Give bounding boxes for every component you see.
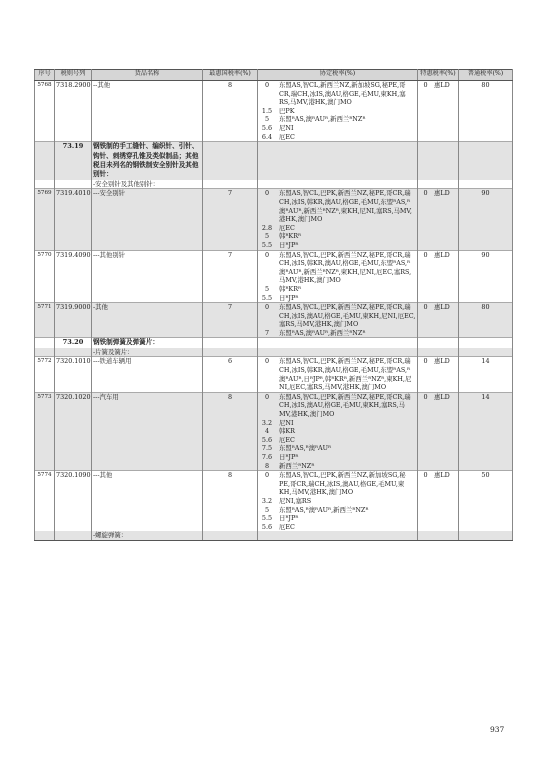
preferential-partner: 惠LD bbox=[434, 392, 450, 401]
agreement-rate: 0 bbox=[264, 303, 270, 312]
agreement-rate: 0 bbox=[264, 357, 270, 366]
seq-cell: 5774 bbox=[35, 471, 55, 532]
agreement-rate: 5.5 bbox=[261, 514, 273, 523]
conventional-rate-cell bbox=[258, 180, 418, 189]
agreement-rate: 6.4 bbox=[261, 132, 273, 141]
table-row bbox=[35, 392, 513, 470]
agreement-line bbox=[259, 514, 416, 523]
agreement-line bbox=[259, 506, 416, 515]
mfn-rate-cell: 7 bbox=[203, 189, 258, 250]
agreement-partners: 韩KR bbox=[279, 427, 295, 436]
general-rate-cell bbox=[459, 531, 513, 540]
agreement-partners: 东盟AS,智CL,巴PK,新西兰NZ,秘PE,哥CR,瑞CH,冰IS,澳AU,格GE,毛MU,柬KH,尼NI,厄EC,塞RS,马MV,港HK,澳门MO bbox=[279, 303, 416, 329]
agreement-rate: 7.6 bbox=[261, 453, 273, 461]
agreement-partners: 韩ᴿKRᴿ bbox=[279, 284, 302, 293]
heading-row bbox=[35, 338, 513, 348]
table-row bbox=[35, 81, 513, 142]
preferential-rate-cell bbox=[418, 142, 459, 180]
preferential-rate: 0 bbox=[423, 250, 428, 259]
agreement-line bbox=[259, 523, 416, 532]
goods-name-cell: -片簧及簧片： bbox=[92, 348, 203, 357]
goods-name-cell: ---其他 bbox=[92, 471, 203, 532]
mfn-rate-cell bbox=[203, 180, 258, 189]
code-cell: 73.19 bbox=[55, 142, 92, 180]
preferential-partner: 惠LD bbox=[434, 250, 450, 259]
header-seq: 序号 bbox=[35, 70, 55, 81]
preferential-rate-cell bbox=[418, 250, 459, 303]
agreement-line bbox=[259, 471, 416, 497]
agreement-rate: 5 bbox=[264, 115, 270, 124]
conventional-rate-cell bbox=[258, 81, 418, 142]
goods-name-cell: ---铁道车辆用 bbox=[92, 357, 203, 392]
seq-cell bbox=[35, 180, 55, 189]
goods-name-cell: ---其他别针 bbox=[92, 250, 203, 303]
seq-cell: 5771 bbox=[35, 303, 55, 338]
agreement-partners: 厄EC bbox=[279, 435, 295, 444]
agreement-rate: 2.8 bbox=[261, 223, 273, 232]
agreement-partners: 厄EC bbox=[279, 223, 295, 232]
agreement-rate: 7 bbox=[264, 328, 270, 337]
conventional-rate-cell bbox=[258, 357, 418, 392]
agreement-partners: 东盟AS,智CL,巴PK,新西兰NZ,秘PE,哥CR,瑞CH,冰IS,韩KR,澳AU,格GE,毛MU,东盟ᴿAS,ᴿ澳ᴿAUᴿ,新西兰ᴿNZᴿ,柬KH,尼NI,厄EC,塞RS,马MV,港HK,澳门MO bbox=[279, 250, 412, 285]
goods-name-cell: -安全别针及其他别针： bbox=[92, 180, 203, 189]
agreement-line bbox=[259, 81, 416, 107]
agreement-partners: 新西兰ᴿNZᴿ bbox=[279, 461, 315, 470]
seq-cell: 5769 bbox=[35, 189, 55, 250]
agreement-partners: 东盟AS,智CL,巴PK,新西兰NZ,秘PE,哥CR,瑞CH,冰IS,韩KR,澳AU,格GE,毛MU,东盟ᴿAS,ᴿ澳ᴿAUᴿ,日ᴿJPᴿ,韩ᴿKRᴿ,新西兰ᴿNZᴿ,柬KH,尼NI,厄EC,塞RS,马MV,港HK,澳门MO bbox=[279, 357, 412, 392]
table-row bbox=[35, 250, 513, 303]
agreement-rate: 0 bbox=[264, 189, 270, 198]
agreement-partners: 东盟ᴿAS,ᴿ澳ᴿAUᴿ bbox=[279, 444, 332, 453]
agreement-rate: 5.6 bbox=[261, 522, 273, 531]
seq-cell: 5768 bbox=[35, 81, 55, 142]
agreement-rate: 5 bbox=[264, 505, 270, 514]
preferential-line bbox=[419, 189, 457, 198]
agreement-line bbox=[259, 357, 416, 391]
conventional-rate-cell bbox=[258, 142, 418, 180]
goods-name-cell: 钢铁制的手工缝针、编织针、引针、钩针、刺绣穿孔锥及类似制品；其他税目未列名的钢铁制安全别针及其他别针： bbox=[92, 142, 203, 180]
conventional-rate-cell bbox=[258, 338, 418, 348]
table-header-row bbox=[35, 70, 513, 81]
agreement-rate: 5.5 bbox=[261, 293, 273, 302]
preferential-rate-cell bbox=[418, 81, 459, 142]
conventional-rate-cell bbox=[258, 471, 418, 532]
goods-name-cell: 钢铁制弹簧及弹簧片： bbox=[92, 338, 203, 348]
general-rate-cell bbox=[459, 142, 513, 180]
subheading-row bbox=[35, 180, 513, 189]
agreement-line bbox=[259, 115, 416, 124]
agreement-partners: 厄EC bbox=[279, 522, 295, 531]
preferential-rate-cell bbox=[418, 531, 459, 540]
code-cell: 7319.4010 bbox=[55, 189, 92, 250]
code-cell: 7320.1020 bbox=[55, 392, 92, 470]
seq-cell: 5773 bbox=[35, 392, 55, 470]
agreement-line bbox=[259, 497, 416, 506]
mfn-rate-cell: 8 bbox=[203, 471, 258, 532]
mfn-rate-cell: 6 bbox=[203, 357, 258, 392]
preferential-rate-cell bbox=[418, 180, 459, 189]
code-cell bbox=[55, 180, 92, 189]
agreement-partners: 巴PK bbox=[279, 106, 295, 115]
agreement-rate: 5 bbox=[264, 284, 270, 293]
agreement-rate: 0 bbox=[264, 81, 270, 89]
agreement-line bbox=[259, 232, 416, 241]
preferential-rate-cell bbox=[418, 189, 459, 250]
general-rate-cell bbox=[459, 348, 513, 357]
agreement-line bbox=[259, 294, 416, 303]
mfn-rate-cell: 7 bbox=[203, 250, 258, 303]
seq-cell bbox=[35, 348, 55, 357]
seq-cell bbox=[35, 142, 55, 180]
agreement-line bbox=[259, 251, 416, 285]
table-row bbox=[35, 189, 513, 250]
agreement-rate: 3.2 bbox=[261, 496, 273, 505]
preferential-rate-cell bbox=[418, 348, 459, 357]
agreement-rate: 0 bbox=[264, 250, 270, 259]
general-rate-cell bbox=[459, 338, 513, 348]
seq-cell bbox=[35, 338, 55, 348]
general-rate-cell: 80 bbox=[459, 81, 513, 142]
agreement-line bbox=[259, 241, 416, 250]
code-cell: 7320.1010 bbox=[55, 357, 92, 392]
agreement-rate: 5 bbox=[264, 232, 270, 241]
agreement-partners: 东盟ᴿAS,ᴿ澳ᴿAUᴿ,新西兰ᴿNZᴿ bbox=[279, 505, 369, 514]
agreement-rate: 0 bbox=[264, 471, 270, 480]
code-cell: 7318.2900 bbox=[55, 81, 92, 142]
agreement-partners: 东盟AS,智CL,巴PK,新西兰NZ,秘PE,哥CR,瑞CH,冰IS,韩KR,澳AU,格GE,毛MU,东盟ᴿAS,ᴿ澳ᴿAUᴿ,新西兰ᴿNZᴿ,柬KH,尼NI,塞RS,马MV,港HK,澳门MO bbox=[279, 189, 412, 224]
mfn-rate-cell: 8 bbox=[203, 392, 258, 470]
table-row bbox=[35, 471, 513, 532]
agreement-rate: 8 bbox=[264, 461, 270, 470]
agreement-line bbox=[259, 453, 416, 462]
goods-name-cell: --其他 bbox=[92, 81, 203, 142]
header-gen: 普通税率(%) bbox=[459, 70, 513, 81]
agreement-line bbox=[259, 427, 416, 436]
preferential-rate: 0 bbox=[423, 303, 428, 312]
preferential-rate: 0 bbox=[423, 392, 428, 401]
general-rate-cell: 14 bbox=[459, 357, 513, 392]
preferential-partner: 惠LD bbox=[434, 303, 450, 312]
mfn-rate-cell bbox=[203, 348, 258, 357]
agreement-rate: 5.6 bbox=[261, 435, 273, 444]
heading-row bbox=[35, 142, 513, 180]
agreement-partners: 东盟ᴿAS,澳ᴿAUᴿ,新西兰ᴿNZᴿ bbox=[279, 115, 366, 124]
agreement-partners: 厄EC bbox=[279, 132, 295, 141]
preferential-line bbox=[419, 251, 457, 260]
table-row bbox=[35, 303, 513, 338]
agreement-partners: 东盟AS,智CL,巴PK,新西兰NZ,秘PE,哥CR,瑞CH,冰IS,澳AU,格GE,毛MU,柬KH,塞RS,马MV,港HK,澳门MO bbox=[279, 392, 411, 419]
agreement-partners: 东盟AS,智CL,巴PK,新西兰NZ,新加坡SG,秘PE,哥CR,瑞CH,冰IS,澳AU,格GE,毛MU,柬KH,马MV,港HK,澳门MO bbox=[279, 471, 406, 497]
preferential-line bbox=[419, 471, 457, 480]
conventional-rate-cell bbox=[258, 348, 418, 357]
agreement-line bbox=[259, 124, 416, 133]
agreement-partners: 日ᴿJPᴿ bbox=[279, 514, 299, 523]
general-rate-cell: 14 bbox=[459, 392, 513, 470]
code-cell bbox=[55, 531, 92, 540]
conventional-rate-cell bbox=[258, 189, 418, 250]
agreement-line bbox=[259, 444, 416, 453]
preferential-partner: 惠LD bbox=[434, 471, 450, 480]
mfn-rate-cell bbox=[203, 531, 258, 540]
preferential-rate: 0 bbox=[423, 357, 428, 366]
mfn-rate-cell: 7 bbox=[203, 303, 258, 338]
goods-name-cell: ---安全别针 bbox=[92, 189, 203, 250]
agreement-rate: 4 bbox=[264, 427, 270, 436]
preferential-rate-cell bbox=[418, 303, 459, 338]
agreement-rate: 5.5 bbox=[261, 240, 273, 249]
preferential-line bbox=[419, 303, 457, 312]
header-conv: 协定税率(%) bbox=[258, 70, 418, 81]
preferential-line bbox=[419, 393, 457, 402]
mfn-rate-cell bbox=[203, 338, 258, 348]
code-cell: 73.20 bbox=[55, 338, 92, 348]
preferential-line bbox=[419, 81, 457, 90]
agreement-line bbox=[259, 133, 416, 142]
preferential-rate-cell bbox=[418, 357, 459, 392]
seq-cell bbox=[35, 531, 55, 540]
general-rate-cell: 50 bbox=[459, 471, 513, 532]
general-rate-cell: 90 bbox=[459, 189, 513, 250]
general-rate-cell: 80 bbox=[459, 303, 513, 338]
general-rate-cell: 90 bbox=[459, 250, 513, 303]
preferential-rate: 0 bbox=[423, 471, 428, 480]
preferential-partner: 惠LD bbox=[434, 81, 450, 89]
conventional-rate-cell bbox=[258, 250, 418, 303]
goods-name-cell: -其他 bbox=[92, 303, 203, 338]
preferential-rate-cell bbox=[418, 338, 459, 348]
agreement-partners: 日ᴿJPᴿ bbox=[279, 240, 299, 249]
agreement-partners: 韩ᴿKRᴿ bbox=[279, 232, 302, 241]
agreement-partners: 日ᴿJPᴿ bbox=[279, 453, 299, 461]
agreement-partners: 东盟ᴿAS,澳ᴿAUᴿ,新西兰ᴿNZᴿ bbox=[279, 328, 366, 337]
header-mfn: 最惠国税率(%) bbox=[203, 70, 258, 81]
agreement-partners: 日ᴿJPᴿ bbox=[279, 293, 299, 302]
header-pref: 特惠税率(%) bbox=[418, 70, 459, 81]
preferential-line bbox=[419, 357, 457, 366]
seq-cell: 5770 bbox=[35, 250, 55, 303]
agreement-line bbox=[259, 189, 416, 223]
code-cell: 7320.1090 bbox=[55, 471, 92, 532]
subheading-row bbox=[35, 348, 513, 357]
agreement-line bbox=[259, 303, 416, 329]
agreement-partners: 尼NI bbox=[279, 418, 294, 427]
agreement-line bbox=[259, 419, 416, 428]
page-number: 937 bbox=[490, 725, 505, 734]
agreement-rate: 7.5 bbox=[261, 444, 273, 453]
agreement-line bbox=[259, 329, 416, 338]
agreement-rate: 0 bbox=[264, 392, 270, 401]
preferential-rate: 0 bbox=[423, 189, 428, 198]
goods-name-cell: -螺旋弹簧： bbox=[92, 531, 203, 540]
header-name: 货品名称 bbox=[92, 70, 203, 81]
table-row bbox=[35, 357, 513, 392]
agreement-rate: 3.2 bbox=[261, 418, 273, 427]
tariff-table bbox=[34, 69, 513, 541]
agreement-partners: 尼NI bbox=[279, 123, 294, 132]
conventional-rate-cell bbox=[258, 392, 418, 470]
conventional-rate-cell bbox=[258, 303, 418, 338]
code-cell: 7319.9000 bbox=[55, 303, 92, 338]
header-code: 税则号列 bbox=[55, 70, 92, 81]
code-cell: 7319.4090 bbox=[55, 250, 92, 303]
agreement-line bbox=[259, 285, 416, 294]
agreement-partners: 尼NI,塞RS bbox=[279, 496, 312, 505]
agreement-partners: 东盟AS,智CL,新西兰NZ,新加坡SG,秘PE,哥CR,瑞CH,冰IS,澳AU,格GE,毛MU,柬KH,塞RS,马MV,港HK,澳门MO bbox=[279, 81, 406, 107]
preferential-partner: 惠LD bbox=[434, 357, 450, 366]
subheading-row bbox=[35, 531, 513, 540]
code-cell bbox=[55, 348, 92, 357]
preferential-rate-cell bbox=[418, 471, 459, 532]
preferential-rate: 0 bbox=[423, 81, 428, 89]
preferential-partner: 惠LD bbox=[434, 189, 450, 198]
table-body bbox=[35, 81, 513, 541]
agreement-rate: 1.5 bbox=[261, 106, 273, 115]
conventional-rate-cell bbox=[258, 531, 418, 540]
seq-cell: 5772 bbox=[35, 357, 55, 392]
agreement-rate: 5.6 bbox=[261, 123, 273, 132]
general-rate-cell bbox=[459, 180, 513, 189]
agreement-line bbox=[259, 393, 416, 419]
preferential-rate-cell bbox=[418, 392, 459, 470]
goods-name-cell: ---汽车用 bbox=[92, 392, 203, 470]
agreement-line bbox=[259, 462, 416, 471]
mfn-rate-cell bbox=[203, 142, 258, 180]
mfn-rate-cell: 8 bbox=[203, 81, 258, 142]
